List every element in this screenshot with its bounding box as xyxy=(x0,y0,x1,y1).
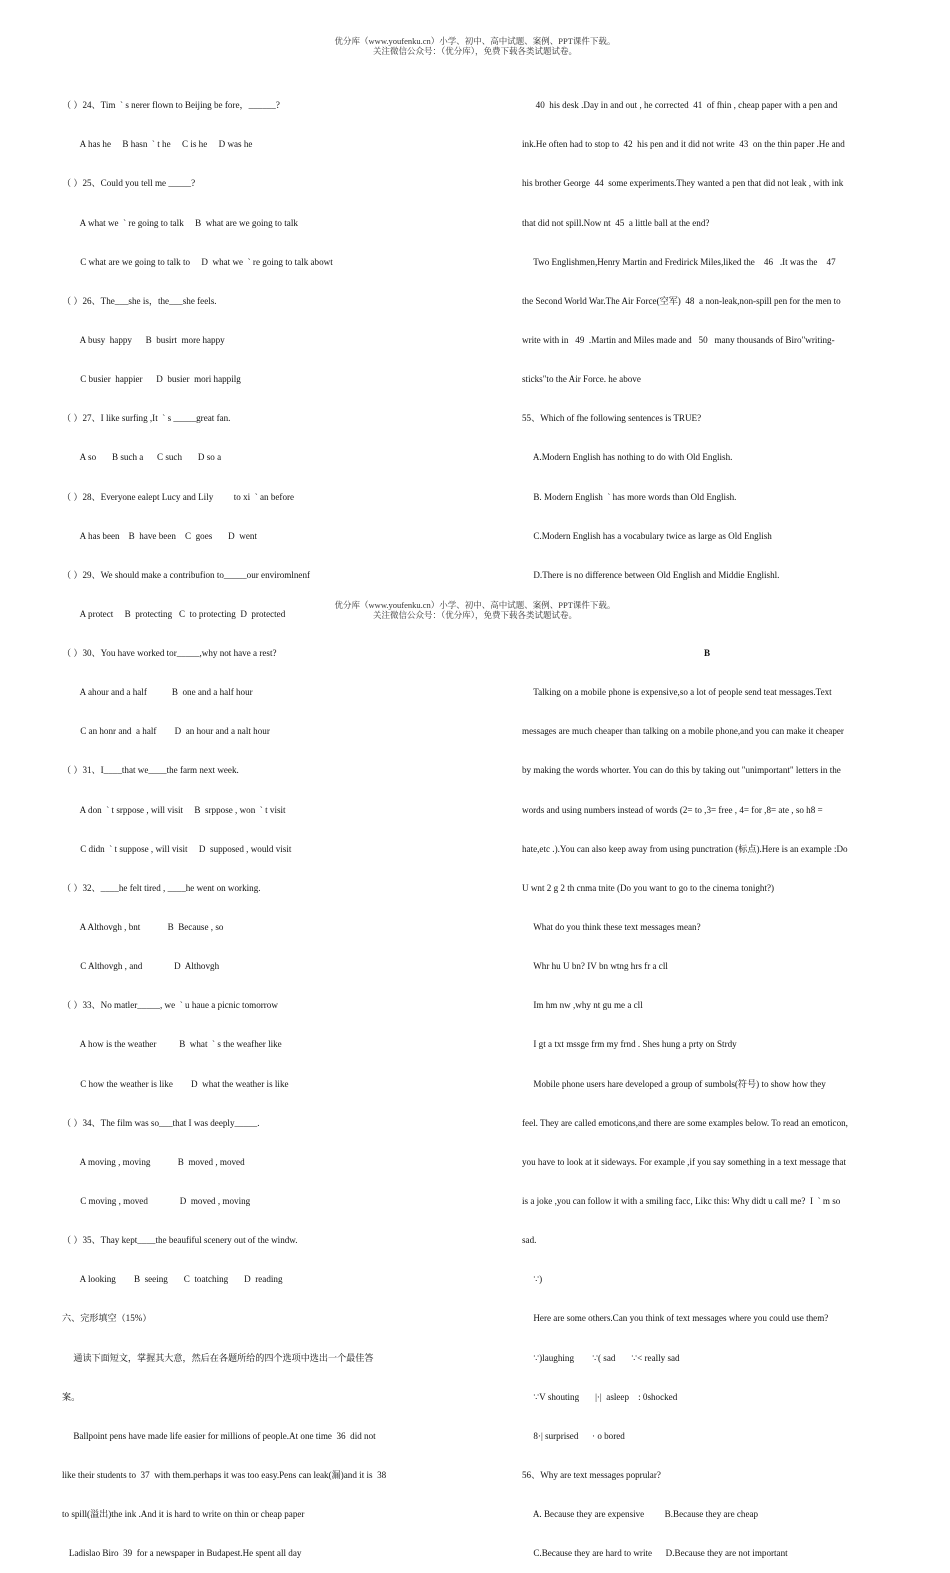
text-line: What do you think these text messages mean? xyxy=(522,922,701,933)
text-line: （ ）31、I____that we____the farm next week. xyxy=(62,765,239,776)
text-line: A moving , moving B moved , moved xyxy=(62,1156,245,1167)
text-line: （ ）30、You have worked tor_____,why not have a rest? xyxy=(62,648,277,659)
text-line: C how the weather is like D what the weather is like xyxy=(62,1078,289,1089)
text-line: A so B such a C such D so a xyxy=(62,452,222,463)
text-line: C what are we going to talk to D what we ` re going to talk abowt xyxy=(62,256,333,267)
text-line: words and using numbers instead of words (2= to ,3= free , 4= for ,8= ate , so h8 = xyxy=(522,804,823,815)
text-line: （ ）35、Thay kept____the beaufiful scenery out of the windw. xyxy=(62,1235,298,1246)
text-line: A busy happy B busirt more happy xyxy=(62,334,225,345)
text-line: Talking on a mobile phone is expensive,so a lot of people send teat messages.Text xyxy=(522,687,832,698)
text-line: C moving , moved D moved , moving xyxy=(62,1196,251,1207)
text-line: Ballpoint pens have made life easier for millions of people.At one time 36 did not xyxy=(62,1430,376,1441)
text-line: A looking B seeing C toatching D reading xyxy=(62,1274,283,1285)
text-line: （ ）33、No matler_____, we ` u haue a picnic tomorrow xyxy=(62,1000,278,1011)
text-line: C busier happier D busier mori happilg xyxy=(62,374,241,385)
header-line-2: 关注微信公众号：（优分库），免费下载各类试题试卷。 xyxy=(372,46,577,56)
text-line: （ ）26、The___she is，the___she feels. xyxy=(62,295,217,306)
text-line: A don ` t srppose , will visit B srppose , won ` t visit xyxy=(62,804,286,815)
page-footer xyxy=(0,600,950,620)
text-line: feel. They are called emoticons,and there are some examples below. To read an emoticon, xyxy=(522,1117,848,1128)
section-heading: 六、完形填空（15%） xyxy=(62,1313,152,1324)
text-line: his brother George 44 some experiments.They wanted a pen that did not leak , with ink xyxy=(522,178,844,189)
header-line-1: 优分库（www.youfenku.cn）小学、初中、高中试题、案例、PPT课件下载。 xyxy=(334,36,616,46)
text-line: 55、Which of fhe following sentences is TRUE? xyxy=(522,413,702,424)
text-line: the Second World War.The Air Force(空军) 48 a non-leak,non-spill pen for the men to xyxy=(522,295,841,306)
text-line: C.Modern English has a vocabulary twice as large as Old English xyxy=(522,530,772,541)
text-line: 56、Why are text messages poprular? xyxy=(522,1470,661,1481)
text-line: sticks"to the Air Force. he above xyxy=(522,374,641,385)
text-line: like their students to 37 with them.perhaps it was too easy.Pens can leak(漏)and it is 38 xyxy=(62,1470,387,1481)
section-b-heading: B xyxy=(703,648,711,659)
text-line: ∵)laughing ∵( sad ∵< really sad xyxy=(522,1352,680,1363)
text-line: （ ）32、____he felt tired , ____he went on working. xyxy=(62,882,261,893)
text-line: （ ）24、Tim ` s nerer flown to Beijing be fore，______? xyxy=(62,100,280,111)
text-line: write with in 49 .Martin and Miles made and 50 many thousands of Biro"writing- xyxy=(522,334,835,345)
footer-line-1: 优分库（www.youfenku.cn）小学、初中、高中试题、案例、PPT课件下载。 xyxy=(334,600,616,610)
text-line: A what we ` re going to talk B what are we going to talk xyxy=(62,217,298,228)
text-line: A Althovgh , bnt B Because , so xyxy=(62,922,224,933)
text-line: ∵V shouting |·| asleep : 0shocked xyxy=(522,1391,678,1402)
text-line: U wnt 2 g 2 th cnma tnite (Do you want to go to the cinema tonight?) xyxy=(522,882,775,893)
page-header xyxy=(0,36,950,56)
text-line: by making the words whorter. You can do this by taking out "unimportant" letters in the xyxy=(522,765,841,776)
text-line: D.There is no difference between Old English and Middie Englishl. xyxy=(522,569,780,580)
text-line: is a joke ,you can follow it with a smiling facc, Likc this: Why didt u call me? I ` m so xyxy=(522,1196,841,1207)
text-line: C Althovgh , and D Althovgh xyxy=(62,961,220,972)
text-line: A. Because they are expensive B.Because they are cheap xyxy=(522,1509,759,1520)
left-column xyxy=(62,73,462,1573)
text-line: Whr hu U bn? IV bn wtng hrs fr a cll xyxy=(522,961,668,972)
text-line: Two Englishmen,Henry Martin and Fredirick Miles,liked the 46 .It was the 47 xyxy=(522,256,836,267)
text-line: （ ）34、The film was so___that I was deeply_____. xyxy=(62,1117,260,1128)
text-line: Ladislao Biro 39 for a newspaper in Budapest.He spent all day xyxy=(62,1548,302,1559)
text-line: 通读下面短文，掌握其大意，然后在各题所给的四个选项中选出一个最佳答 xyxy=(62,1352,374,1363)
text-line: A has been B have been C goes D went xyxy=(62,530,257,541)
text-line: 案。 xyxy=(62,1391,81,1402)
text-line: C didn ` t suppose , will visit D supposed , would visit xyxy=(62,843,292,854)
text-line: Im hm nw ,why nt gu me a cll xyxy=(522,1000,643,1011)
text-line: 40 his desk .Day in and out , he corrected 41 of fhin , cheap paper with a pen and xyxy=(522,100,838,111)
text-line: A how is the weather B what ` s the weafher like xyxy=(62,1039,282,1050)
text-line: A ahour and a half B one and a half hour xyxy=(62,687,253,698)
text-line: you have to look at it sideways. For example ,if you say something in a text message that xyxy=(522,1156,847,1167)
text-line: that did not spill.Now nt 45 a little ball at the end? xyxy=(522,217,710,228)
text-line: （ ）27、I like surfing ,It ` s _____great fan. xyxy=(62,413,231,424)
text-line: I gt a txt mssge frm my frnd . Shes hung a prty on Strdy xyxy=(522,1039,737,1050)
text-line: sad. xyxy=(522,1235,537,1246)
text-line: 8·| surprised · o bored xyxy=(522,1430,625,1441)
text-line: （ ）25、Could you tell me _____? xyxy=(62,178,196,189)
text-line: ∵) xyxy=(522,1274,543,1285)
text-line: （ ）28、Everyone ealept Lucy and Lily to xi ` an before xyxy=(62,491,295,502)
text-line: Here are some others.Can you think of text messages where you could use them? xyxy=(522,1313,829,1324)
text-line: （ ）29、We should make a contribufion to_____our enviromlnenf xyxy=(62,569,311,580)
text-line: A.Modern English has nothing to do with Old English. xyxy=(522,452,733,463)
text-line: hate,etc .).You can also keep away from using punctration (标点).Here is an example :Do xyxy=(522,843,848,854)
text-line: to spill(溢出)the ink .And it is hard to write on thin or cheap paper xyxy=(62,1509,305,1520)
text-line: messages are much cheaper than talking on a mobile phone,and you can make it cheaper xyxy=(522,726,844,737)
footer-line-2: 关注微信公众号：（优分库），免费下载各类试题试卷。 xyxy=(372,610,577,620)
right-column xyxy=(522,73,892,1573)
text-line: C.Because they are hard to write D.Because they are not important xyxy=(522,1548,788,1559)
text-line: Mobile phone users hare developed a group of sumbols(符号) to show how they xyxy=(522,1078,826,1089)
text-line: A protect B protecting C to protecting D protected xyxy=(62,608,286,619)
text-line: C an honr and a half D an hour and a nalt hour xyxy=(62,726,270,737)
text-line: ink.He often had to stop to 42 his pen and it did not write 43 on the thin paper .He and xyxy=(522,139,845,150)
text-line: B. Modern English ` has more words than Old English. xyxy=(522,491,737,502)
text-line: A has he B hasn ` t he C is he D was he xyxy=(62,139,253,150)
